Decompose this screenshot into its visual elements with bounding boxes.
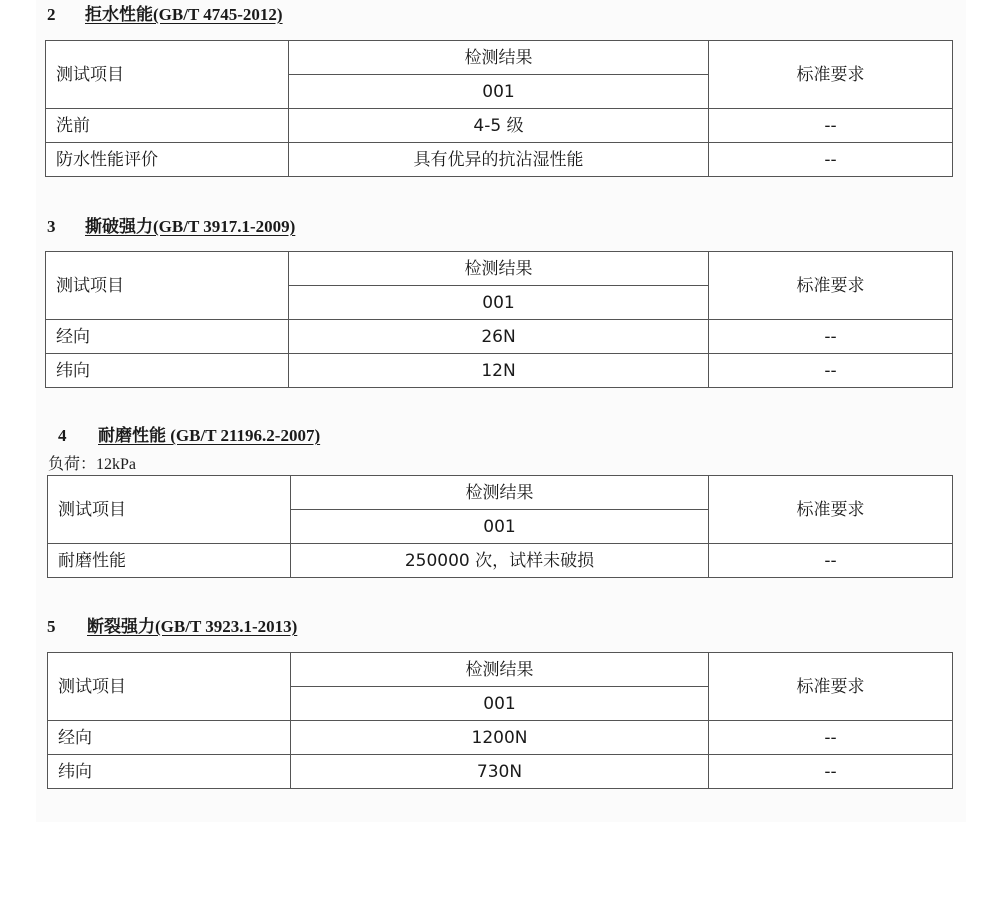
row-standard: -- xyxy=(709,721,953,755)
header-test-item: 测试项目 xyxy=(46,41,289,109)
row-item: 经向 xyxy=(48,721,291,755)
header-test-item: 测试项目 xyxy=(48,476,291,544)
table-row xyxy=(48,544,953,578)
table-row xyxy=(46,354,953,388)
row-item: 经向 xyxy=(46,320,289,354)
row-standard: -- xyxy=(709,320,953,354)
section-number: 5 xyxy=(47,617,56,636)
table-row xyxy=(46,109,953,143)
load-note: 负荷：12kPa xyxy=(48,456,137,473)
row-result: 12N xyxy=(289,354,709,388)
section-number: 2 xyxy=(47,5,56,24)
row-standard: -- xyxy=(709,354,953,388)
table-row xyxy=(48,721,953,755)
section-heading: 耐磨性能 (GB/T 21196.2-2007) xyxy=(98,426,321,445)
row-item: 纬向 xyxy=(46,354,289,388)
water-repellency-table xyxy=(45,40,953,177)
row-result: 26N xyxy=(289,320,709,354)
header-sample-id: 001 xyxy=(289,75,709,109)
header-standard: 标准要求 xyxy=(709,252,953,320)
row-item: 纬向 xyxy=(48,755,291,789)
header-sample-id: 001 xyxy=(291,687,709,721)
section-number: 3 xyxy=(47,217,56,236)
row-standard: -- xyxy=(709,109,953,143)
header-result: 检测结果 xyxy=(291,653,709,687)
header-result: 检测结果 xyxy=(289,252,709,286)
breaking-strength-table xyxy=(47,652,953,789)
table-row xyxy=(48,755,953,789)
row-item: 防水性能评价 xyxy=(46,143,289,177)
row-item: 洗前 xyxy=(46,109,289,143)
row-standard: -- xyxy=(709,544,953,578)
header-sample-id: 001 xyxy=(289,286,709,320)
row-standard: -- xyxy=(709,755,953,789)
header-test-item: 测试项目 xyxy=(48,653,291,721)
row-item: 耐磨性能 xyxy=(48,544,291,578)
header-standard: 标准要求 xyxy=(709,653,953,721)
header-standard: 标准要求 xyxy=(709,476,953,544)
table-row xyxy=(46,143,953,177)
section-2-title xyxy=(47,0,283,25)
row-result: 4-5 级 xyxy=(289,109,709,143)
table-row xyxy=(46,320,953,354)
row-standard: -- xyxy=(709,143,953,177)
section-heading: 断裂强力(GB/T 3923.1-2013) xyxy=(87,617,298,636)
header-test-item: 测试项目 xyxy=(46,252,289,320)
header-result: 检测结果 xyxy=(291,476,709,510)
header-sample-id: 001 xyxy=(291,510,709,544)
header-standard: 标准要求 xyxy=(709,41,953,109)
abrasion-table xyxy=(47,475,953,578)
tear-strength-table xyxy=(45,251,953,388)
row-result: 1200N xyxy=(291,721,709,755)
section-5-title xyxy=(47,612,297,637)
section-4-title xyxy=(58,421,320,446)
section-heading: 撕破强力(GB/T 3917.1-2009) xyxy=(85,217,296,236)
row-result: 730N xyxy=(291,755,709,789)
row-result: 具有优异的抗沾湿性能 xyxy=(289,143,709,177)
section-number: 4 xyxy=(58,426,67,445)
section-heading: 拒水性能(GB/T 4745-2012) xyxy=(85,5,283,24)
header-result: 检测结果 xyxy=(289,41,709,75)
row-result: 250000 次，试样未破损 xyxy=(291,544,709,578)
section-3-title xyxy=(47,212,295,237)
